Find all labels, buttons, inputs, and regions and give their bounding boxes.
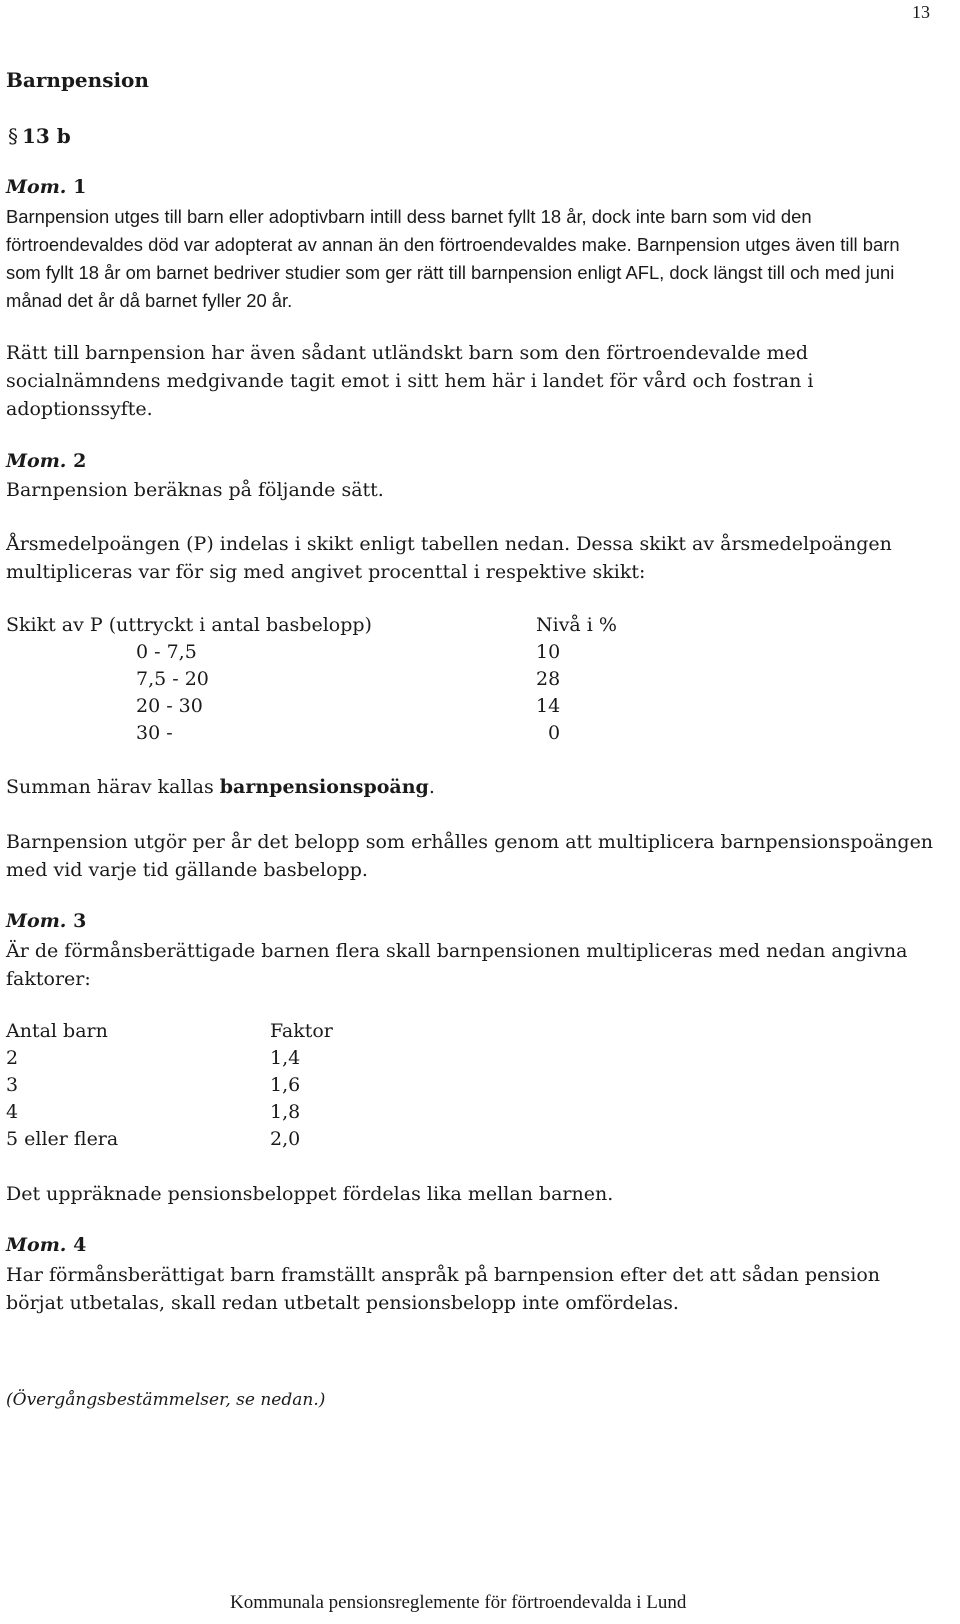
mom-4-label: Mom. [6, 1234, 67, 1256]
skikt-header-percent: Nivå i % [536, 614, 617, 636]
mom-2-number: 2 [73, 450, 87, 472]
table-row [0, 1071, 960, 1099]
sum-term: barnpensionspoäng [219, 776, 429, 798]
faktor-table-header [0, 1017, 960, 1045]
mom-4-heading [6, 1234, 86, 1256]
faktor-value: 1,8 [270, 1101, 301, 1123]
skikt-percent: 14 [536, 695, 561, 717]
skikt-range: 30 - [136, 722, 173, 744]
table-row [0, 1125, 960, 1153]
faktor-value: 1,6 [270, 1074, 301, 1096]
mom-1-heading [6, 176, 86, 198]
page-title: Barnpension [6, 68, 149, 92]
table-row [0, 638, 960, 666]
faktor-value: 2,0 [270, 1128, 301, 1150]
skikt-table-header [0, 611, 960, 639]
skikt-range: 0 - 7,5 [136, 641, 197, 663]
faktor-children: 3 [6, 1074, 19, 1096]
table-row [0, 1044, 960, 1072]
sum-suffix: . [428, 776, 435, 798]
page-number: 13 [912, 2, 930, 22]
mom-2-paragraph-1: Barnpension beräknas på följande sätt. [6, 479, 384, 501]
faktor-children: 2 [6, 1047, 19, 1069]
mom-4-number: 4 [73, 1234, 87, 1256]
mom-2-label: Mom. [6, 450, 67, 472]
mom-2-heading [6, 450, 86, 472]
faktor-children: 5 eller flera [6, 1128, 119, 1150]
mom-3-label: Mom. [6, 910, 67, 932]
table-row [0, 719, 960, 747]
section-heading [8, 124, 71, 148]
skikt-percent: 28 [536, 668, 561, 690]
mom-1-number: 1 [73, 176, 87, 198]
skikt-percent: 0 [548, 722, 561, 744]
mom-2-paragraph-3: Barnpension utgör per år det belopp som erhålles genom att multiplicera barnpensionspoängen med vid varje tid gällande basbelopp. [6, 831, 934, 881]
mom-1-paragraph-1: Barnpension utges till barn eller adoptivbarn intill dess barnet fyllt 18 år, dock inte barn som vid den förtroendevaldes död var adopterat av annan än den förtroendevaldes make. Barnpension utges även till barn som fyllt 18 år om barnet bedriver studier som ger rätt till barnpension enligt AFL, dock längst till och med juni månad det år då barnet fyller 20 år. [6, 206, 900, 311]
table-row [0, 692, 960, 720]
faktor-children: 4 [6, 1101, 19, 1123]
sum-prefix: Summan härav kallas [6, 776, 220, 798]
mom-1-paragraph-2: Rätt till barnpension har även sådant utländskt barn som den förtroendevalde med socialnämndens medgivande tagit emot i sitt hem här i landet för vård och fostran i adoptionssyfte. [6, 342, 814, 420]
skikt-range: 20 - 30 [136, 695, 203, 717]
mom-3-number: 3 [73, 910, 87, 932]
mom-3-paragraph-2: Det uppräknade pensionsbeloppet fördelas lika mellan barnen. [6, 1183, 614, 1205]
skikt-header-level: Skikt av P (uttryckt i antal basbelopp) [6, 614, 372, 636]
page-footer: Kommunala pensionsreglemente för förtroendevalda i Lund [230, 1592, 687, 1613]
transition-note: (Övergångsbestämmelser, se nedan.) [6, 1390, 326, 1410]
section-number: 13 b [22, 124, 71, 148]
table-row [0, 665, 960, 693]
faktor-header-children: Antal barn [6, 1020, 108, 1042]
faktor-value: 1,4 [270, 1047, 301, 1069]
mom-3-paragraph-1: Är de förmånsberättigade barnen flera skall barnpensionen multipliceras med nedan angivna faktorer: [6, 940, 908, 990]
mom-1-label: Mom. [6, 176, 67, 198]
skikt-range: 7,5 - 20 [136, 668, 209, 690]
sum-sentence [6, 773, 936, 801]
faktor-header-factor: Faktor [270, 1020, 333, 1042]
section-sign: § [8, 124, 18, 148]
mom-3-heading [6, 910, 86, 932]
mom-2-paragraph-2: Årsmedelpoängen (P) indelas i skikt enligt tabellen nedan. Dessa skikt av årsmedelpoängen multipliceras var för sig med angivet procenttal i respektive skikt: [6, 533, 892, 583]
skikt-percent: 10 [536, 641, 561, 663]
table-row [0, 1098, 960, 1126]
mom-4-paragraph-1: Har förmånsberättigat barn framställt anspråk på barnpension efter det att sådan pension börjat utbetalas, skall redan utbetalt pensionsbelopp inte omfördelas. [6, 1264, 881, 1314]
